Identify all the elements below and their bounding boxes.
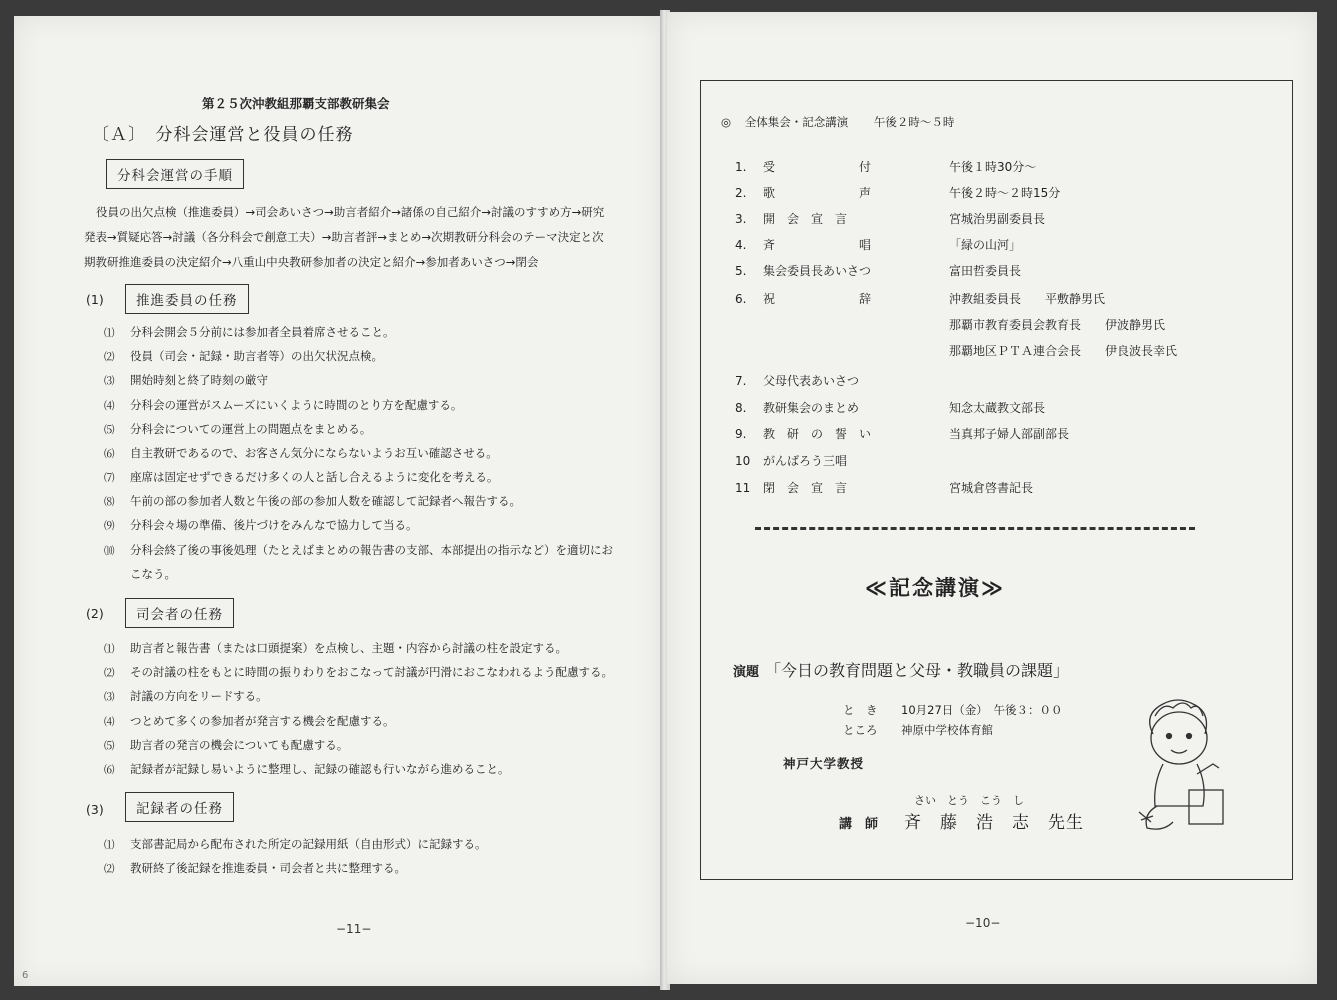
- list-item: ⑼ 分科会々場の準備、後片づけをみんなで協力して当る。: [104, 518, 418, 532]
- section-1-number: (1): [86, 292, 104, 307]
- lecturer-furigana: さい とう こう し: [914, 794, 1024, 807]
- section-2-title: 司会者の任務: [125, 598, 234, 628]
- when-line: と き 10月27日（金） 午後３：００: [843, 703, 1063, 717]
- list-item: ⑺ 座席は固定せずできるだけ多くの人と話し合えるように変化を考える。: [104, 470, 499, 484]
- theme-line: [733, 658, 1069, 681]
- list-item: ⑵ その討議の柱をもとに時間の振りわりをおこなって討議が円滑におこなわれるよう配慮する。: [104, 665, 613, 679]
- procedure-line-3: 期教研推進委員の決定紹介→八重山中央教研参加者の決定と紹介→参加者あいさつ→閉会: [84, 255, 539, 269]
- list-item: ⑻ 午前の部の参加者人数と午後の部の参加人数を確認して記録者へ報告する。: [104, 494, 521, 508]
- program-row: 3. 開 会 宣 言 宮城治男副委員長: [735, 212, 1046, 226]
- program-row: 4. 斉 唱 「緑の山河」: [735, 238, 1022, 252]
- lecturer-line: [839, 808, 1084, 833]
- list-item-continuation: こなう。: [130, 567, 176, 581]
- procedure-line-2: 発表→質疑応答→討議（各分科会で創意工夫）→助言者評→まとめ→次期教研分科会のテーマ決定と次: [84, 230, 604, 244]
- list-item: ⑴ 支部書記局から配布された所定の記録用紙（自由形式）に記録する。: [104, 837, 487, 851]
- procedure-heading: 分科会運営の手順: [106, 159, 244, 189]
- procedure-line-1: 役員の出欠点検（推進委員）→司会あいさつ→助言者紹介→諸係の自己紹介→討議のすすめ方→研究: [96, 205, 605, 219]
- list-item: ⑴ 助言者と報告書（または口頭提案）を点検し、主題・内容から討議の柱を設定する。: [104, 641, 567, 655]
- program-header-time: 午後２時〜５時: [873, 115, 955, 129]
- where-line: ところ 神原中学校体育館: [843, 723, 993, 737]
- program-row: 7. 父母代表あいさつ: [735, 374, 860, 388]
- program-header: [721, 114, 954, 130]
- list-item: ⑽ 分科会終了後の事後処理（たとえばまとめの報告書の支部、本部提出の指示など）を適切にお: [104, 543, 613, 557]
- program-row: 2. 歌 声 午後２時〜２時15分: [735, 186, 1061, 200]
- program-row: 11 閉 会 宣 言 宮城倉啓書記長: [735, 481, 1034, 495]
- program-row: 10 がんばろう三唱: [735, 454, 848, 468]
- program-row: 1. 受 付 午後１時30分〜: [735, 160, 1037, 174]
- list-item: ⑴ 分科会開会５分前には参加者全員着席させること。: [104, 325, 395, 339]
- theme-label: 演題: [733, 665, 760, 680]
- page-number: −10−: [965, 916, 1001, 930]
- event-title: 第２５次沖教組那覇支部教研集会: [202, 96, 390, 111]
- program-row: 5. 集会委員長あいさつ 富田哲委員長: [735, 264, 1022, 278]
- program-header-label: 全体集会・記念講演: [744, 115, 849, 129]
- list-item: ⑵ 教研終了後記録を推進委員・司会者と共に整理する。: [104, 861, 406, 875]
- section-3-title: 記録者の任務: [125, 792, 234, 822]
- section-1-title: 推進委員の任務: [125, 284, 249, 314]
- section-2-number: (2): [86, 606, 104, 621]
- section-divider: [755, 527, 1195, 530]
- section-a-heading: 〔Ａ〕 分科会運営と役員の任務: [92, 125, 354, 145]
- page-number: −11−: [336, 922, 372, 936]
- cartoon-illustration: [1133, 694, 1233, 844]
- list-item: ⑶ 討議の方向をリードする。: [104, 689, 268, 703]
- list-item: ⑹ 自主教研であるので、お客さん気分にならないようお互い確認させる。: [104, 446, 498, 460]
- lecturer-label: 講 師: [839, 817, 879, 832]
- list-item: ⑸ 助言者の発言の機会についても配慮する。: [104, 738, 349, 752]
- lecturer-name: 斉 藤 浩 志 先生: [904, 813, 1085, 833]
- program-row: 那覇市教育委員会教育長 伊波静男氏: [949, 318, 1166, 332]
- section-3-number: (3): [86, 802, 104, 817]
- list-item: ⑵ 役員（司会・記録・助言者等）の出欠状況点検。: [104, 349, 383, 363]
- program-row: 6. 祝 辞 沖教組委員長 平敷静男氏: [735, 292, 1106, 306]
- double-circle-icon: ◎: [721, 115, 732, 129]
- lecturer-affiliation: 神戸大学教授: [783, 756, 865, 771]
- list-item: ⑸ 分科会についての運営上の問題点をまとめる。: [104, 422, 372, 436]
- program-row: 8. 教研集会のまとめ 知念太蔵教文部長: [735, 401, 1046, 415]
- list-item: ⑶ 開始時刻と終了時刻の厳守: [104, 373, 268, 387]
- list-item: ⑷ 分科会の運営がスムーズにいくように時間のとり方を配慮する。: [104, 398, 463, 412]
- list-item: ⑷ つとめて多くの参加者が発言する機会を配慮する。: [104, 714, 395, 728]
- right-page: [667, 12, 1317, 984]
- left-page: [14, 16, 662, 986]
- program-row: 那覇地区ＰＴＡ連合会長 伊良波長幸氏: [949, 344, 1178, 358]
- lecture-heading: ≪記念講演≫: [865, 576, 1005, 600]
- corner-mark: 6: [22, 970, 29, 981]
- theme-title: 「今日の教育問題と父母・教職員の課題」: [765, 661, 1070, 680]
- list-item: ⑹ 記録者が記録し易いように整理し、記録の確認も行いながら進めること。: [104, 762, 510, 776]
- program-row: 9. 教 研 の 誓 い 当真邦子婦人部副部長: [735, 427, 1070, 441]
